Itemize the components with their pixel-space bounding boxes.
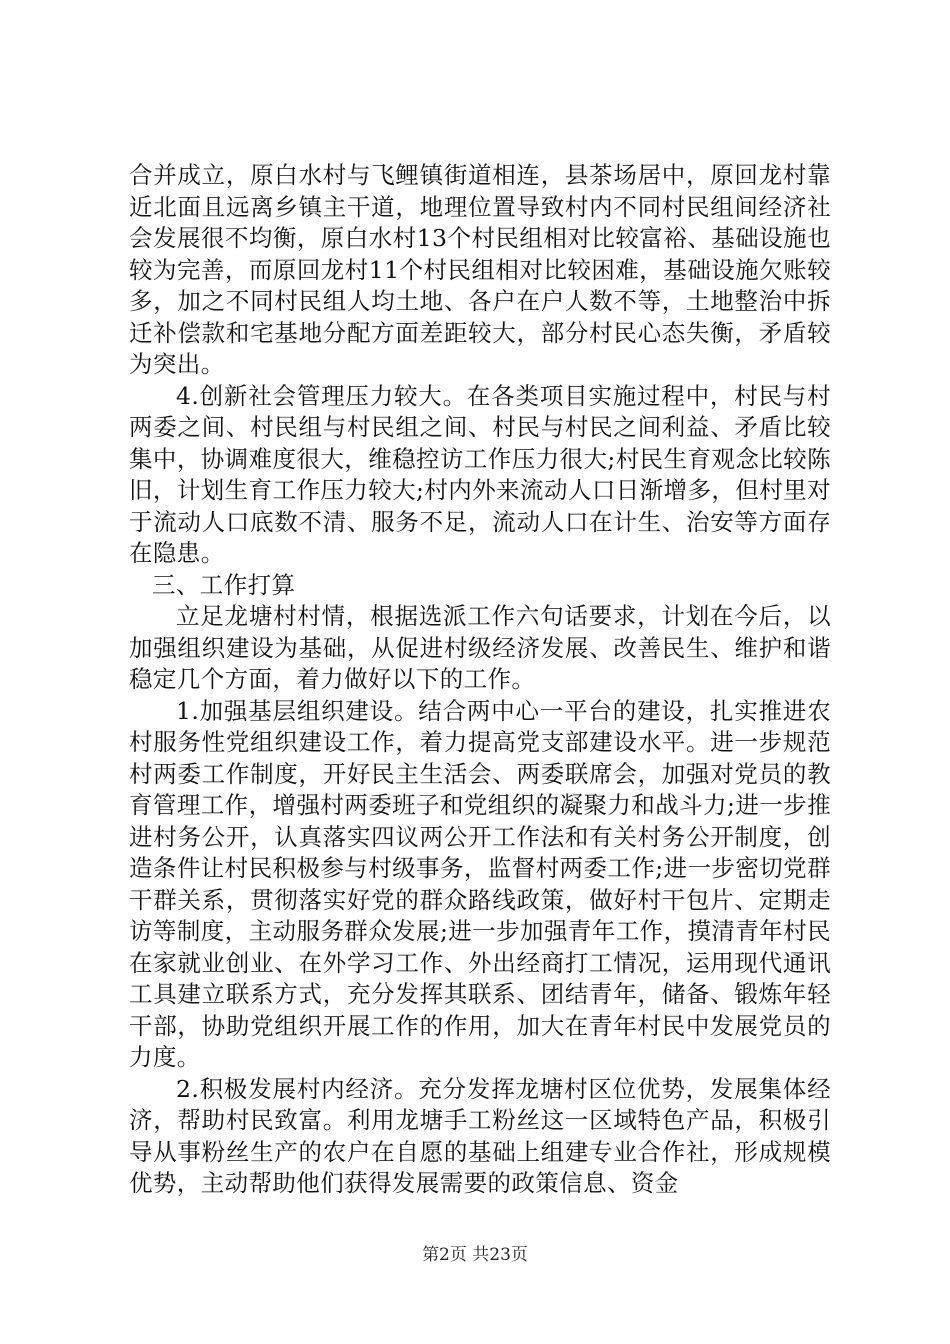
document-body xyxy=(129,160,831,1200)
paragraph-item-4: 4.创新社会管理压力较大。在各类项目实施过程中，村民与村两委之间、村民组与村民组之间、村民与村民之间利益、矛盾比较集中，协调难度很大，维稳控访工作压力很大;村民生育观念比较陈旧，计划生育工作压力较大;村内外来流动人口日渐增多，但村里对于流动人口底数不清、服务不足，流动人口在计生、治安等方面存在隐患。 xyxy=(129,381,831,567)
paragraph-intro: 立足龙塘村村情，根据选派工作六句话要求，计划在今后，以加强组织建设为基础，从促进村级经济发展、改善民生、维护和谐稳定几个方面，着力做好以下的工作。 xyxy=(129,602,831,693)
page-footer: 第2页 共23页 xyxy=(422,1245,528,1265)
section-heading: 三、工作打算 xyxy=(152,570,296,599)
paragraph-continuation: 合并成立，原白水村与飞鲤镇街道相连，县茶场居中，原回龙村靠近北面且远离乡镇主干道，地理位置导致村内不同村民组间经济社会发展很不均衡，原白水村13个村民组相对比较富裕、基础设施也较为完善，而原回龙村11个村民组相对比较困难，基础设施欠账较多，加之不同村民组人均土地、各户在户人数不等，土地整治中拆迁补偿款和宅基地分配方面差距较大，部分村民心态失衡，矛盾较为突出。 xyxy=(129,161,831,378)
paragraph-item-2: 2.积极发展村内经济。充分发挥龙塘村区位优势，发展集体经济，帮助村民致富。利用龙塘手工粉丝这一区域特色产品，积极引导从事粉丝生产的农户在自愿的基础上组建专业合作社，形成规模优势，主动帮助他们获得发展需要的政策信息、资金 xyxy=(129,1074,831,1197)
paragraph-item-1: 1.加强基层组织建设。结合两中心一平台的建设，扎实推进农村服务性党组织建设工作，着力提高党支部建设水平。进一步规范村两委工作制度，开好民主生活会、两委联席会，加强对党员的教育管理工作，增强村两委班子和党组织的凝聚力和战斗力;进一步推进村务公开，认真落实四议两公开工作法和有关村务公开制度，创造条件让村民积极参与村级事务，监督村两委工作;进一步密切党群干群关系，贯彻落实好党的群众路线政策，做好村干包片、定期走访等制度，主动服务群众发展;进一步加强青年工作，摸清青年村民在家就业创业、在外学习工作、外出经商打工情况，运用现代通讯工具建立联系方式，充分发挥其联系、团结青年，储备、锻炼年轻干部，协助党组织开展工作的作用，加大在青年村民中发展党员的力度。 xyxy=(129,696,831,1071)
